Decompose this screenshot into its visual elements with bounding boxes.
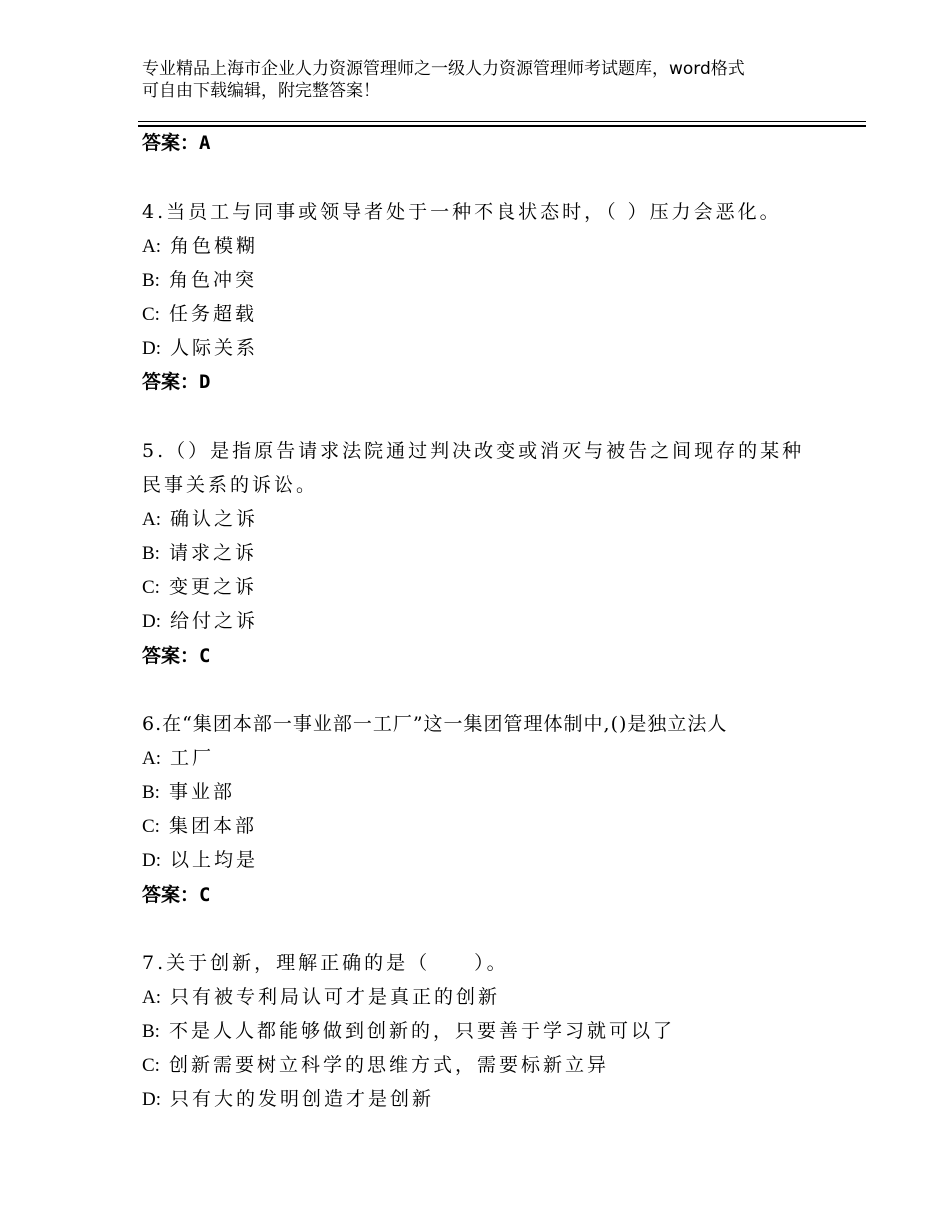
- option-text: 角色模糊: [170, 235, 259, 257]
- answer-label: 答案：: [142, 645, 200, 667]
- answer-value: D: [199, 371, 211, 393]
- option-text: 角色冲突: [169, 269, 258, 291]
- option-letter: C:: [142, 577, 160, 598]
- option-letter: D:: [142, 1089, 161, 1110]
- header-line-1: 专业精品上海市企业人力资源管理师之一级人力资源管理师考试题库，word格式: [142, 59, 745, 79]
- option-letter: A:: [142, 748, 161, 769]
- question-6-option-b: [142, 780, 235, 805]
- question-7-option-c: [142, 1053, 609, 1078]
- header-divider: [138, 121, 866, 122]
- answer-prev: [142, 131, 210, 155]
- option-text: 事业部: [169, 781, 236, 803]
- answer-value: A: [199, 132, 211, 154]
- header-line-2: 可自由下载编辑，附完整答案！: [142, 81, 380, 101]
- answer-value: C: [199, 645, 211, 667]
- question-6-option-c: [142, 814, 257, 839]
- option-text: 只有大的发明创造才是创新: [170, 1088, 435, 1110]
- header-divider-thick: [138, 125, 866, 127]
- option-letter: C:: [142, 816, 160, 837]
- question-7-stem: 7.关于创新，理解正确的是（ ）。: [142, 952, 509, 974]
- question-5-option-d: [142, 609, 258, 634]
- answer-label: 答案：: [142, 371, 200, 393]
- option-letter: D:: [142, 338, 161, 359]
- option-letter: A:: [142, 236, 161, 257]
- option-letter: D:: [142, 611, 161, 632]
- option-letter: A:: [142, 987, 161, 1008]
- option-text: 任务超载: [169, 303, 258, 325]
- option-text: 人际关系: [170, 337, 259, 359]
- option-text: 创新需要树立科学的思维方式，需要标新立异: [169, 1054, 610, 1076]
- question-7-option-a: [142, 985, 500, 1010]
- question-7-option-d: [142, 1087, 434, 1112]
- option-text: 给付之诉: [170, 610, 259, 632]
- option-letter: B:: [142, 270, 160, 291]
- option-text: 变更之诉: [169, 576, 258, 598]
- option-letter: A:: [142, 509, 161, 530]
- option-letter: C:: [142, 304, 160, 325]
- answer-label: 答案：: [142, 884, 200, 906]
- question-4-option-c: [142, 302, 257, 327]
- option-text: 工厂: [170, 747, 215, 769]
- question-5-option-c: [142, 575, 257, 600]
- option-text: 请求之诉: [169, 542, 258, 564]
- question-6-answer: [142, 883, 210, 907]
- option-text: 只有被专利局认可才是真正的创新: [170, 986, 501, 1008]
- question-4-option-d: [142, 336, 258, 361]
- question-5-answer: [142, 644, 210, 668]
- option-letter: C:: [142, 1055, 160, 1076]
- option-letter: B:: [142, 1021, 160, 1042]
- question-4-answer: [142, 370, 210, 394]
- option-text: 以上均是: [170, 849, 259, 871]
- question-7-option-b: [142, 1019, 675, 1044]
- option-text: 集团本部: [169, 815, 258, 837]
- answer-label: 答案：: [142, 132, 200, 154]
- question-6-option-a: [142, 746, 214, 771]
- option-letter: D:: [142, 850, 161, 871]
- option-letter: B:: [142, 782, 160, 803]
- question-6-stem: 6.在“集团本部一事业部一工厂”这一集团管理体制中,()是独立法人: [142, 713, 728, 735]
- option-text: 不是人人都能够做到创新的，只要善于学习就可以了: [169, 1020, 676, 1042]
- question-5-stem-line-2: 民事关系的诉讼。: [142, 474, 319, 496]
- question-5-option-a: [142, 507, 258, 532]
- question-4-option-b: [142, 268, 257, 293]
- question-6-option-d: [142, 848, 258, 873]
- question-4-stem: 4.当员工与同事或领导者处于一种不良状态时，（ ）压力会恶化。: [142, 201, 782, 223]
- page-header: [142, 58, 822, 102]
- answer-value: C: [199, 884, 211, 906]
- question-5-stem-line-1: 5.（）是指原告请求法院通过判决改变或消灭与被告之间现存的某种: [142, 440, 805, 462]
- question-4-option-a: [142, 234, 258, 259]
- option-text: 确认之诉: [170, 508, 259, 530]
- question-5-option-b: [142, 541, 257, 566]
- option-letter: B:: [142, 543, 160, 564]
